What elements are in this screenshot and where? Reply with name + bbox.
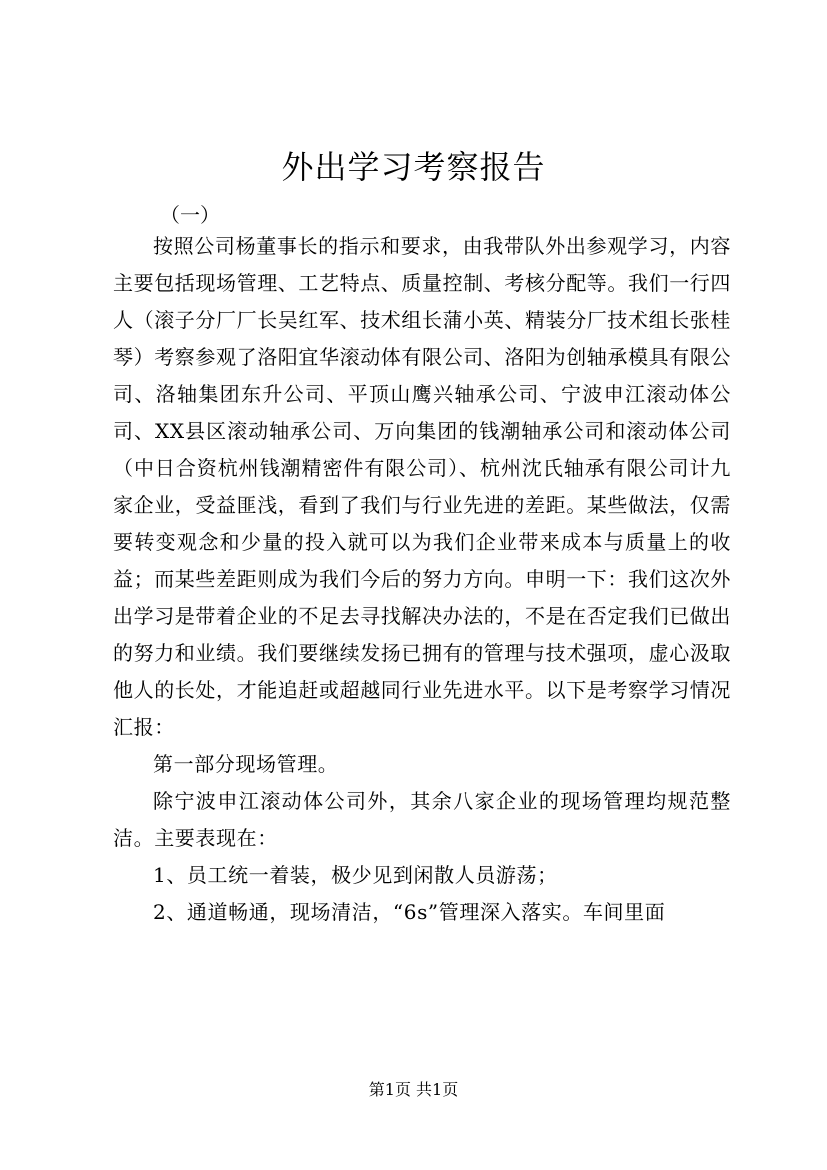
paragraph-site-management: 除宁波申江滚动体公司外，其余八家企业的现场管理均规范整洁。主要表现在： xyxy=(113,789,731,850)
list-item-uniform: 1、员工统一着装，极少见到闲散人员游荡； xyxy=(153,863,558,887)
list-item-aisles: 2、通道畅通，现场清洁，“6s”管理深入落实。车间里面 xyxy=(153,900,666,924)
paragraph-part-one-heading: 第一部分现场管理。 xyxy=(153,752,339,776)
section-mark: （一） xyxy=(160,203,220,227)
document-body xyxy=(113,228,731,931)
page-title: 外出学习考察报告 xyxy=(281,148,546,186)
page-footer: 第1页 共1页 xyxy=(368,1080,459,1099)
paragraph-intro: 按照公司杨董事长的指示和要求，由我带队外出参观学习，内容主要包括现场管理、工艺特点、质量控制、考核分配等。我们一行四人（滚子分厂厂长吴红军、技术组长蒲小英、精装分厂技术组长张桂琴）考察参观了洛阳宜华滚动体有限公司、洛阳为创轴承模具有限公司、洛轴集团东升公司、平顶山鹰兴轴承公司、宁波申江滚动体公司、XX县区滚动轴承公司、万向集团的钱潮轴承公司和滚动体公司（中日合资杭州钱潮精密件有限公司）、杭州沈氏轴承有限公司计九家企业，受益匪浅，看到了我们与行业先进的差距。某些做法，仅需要转变观念和少量的投入就可以为我们企业带来成本与质量上的收益；而某些差距则成为我们今后的努力方向。申明一下：我们这次外出学习是带着企业的不足去寻找解决办法的，不是在否定我们已做出的努力和业绩。我们要继续发扬已拥有的管理与技术强项，虚心汲取他人的长处，才能追赶或超越同行业先进水平。以下是考察学习情况汇报： xyxy=(113,234,731,739)
